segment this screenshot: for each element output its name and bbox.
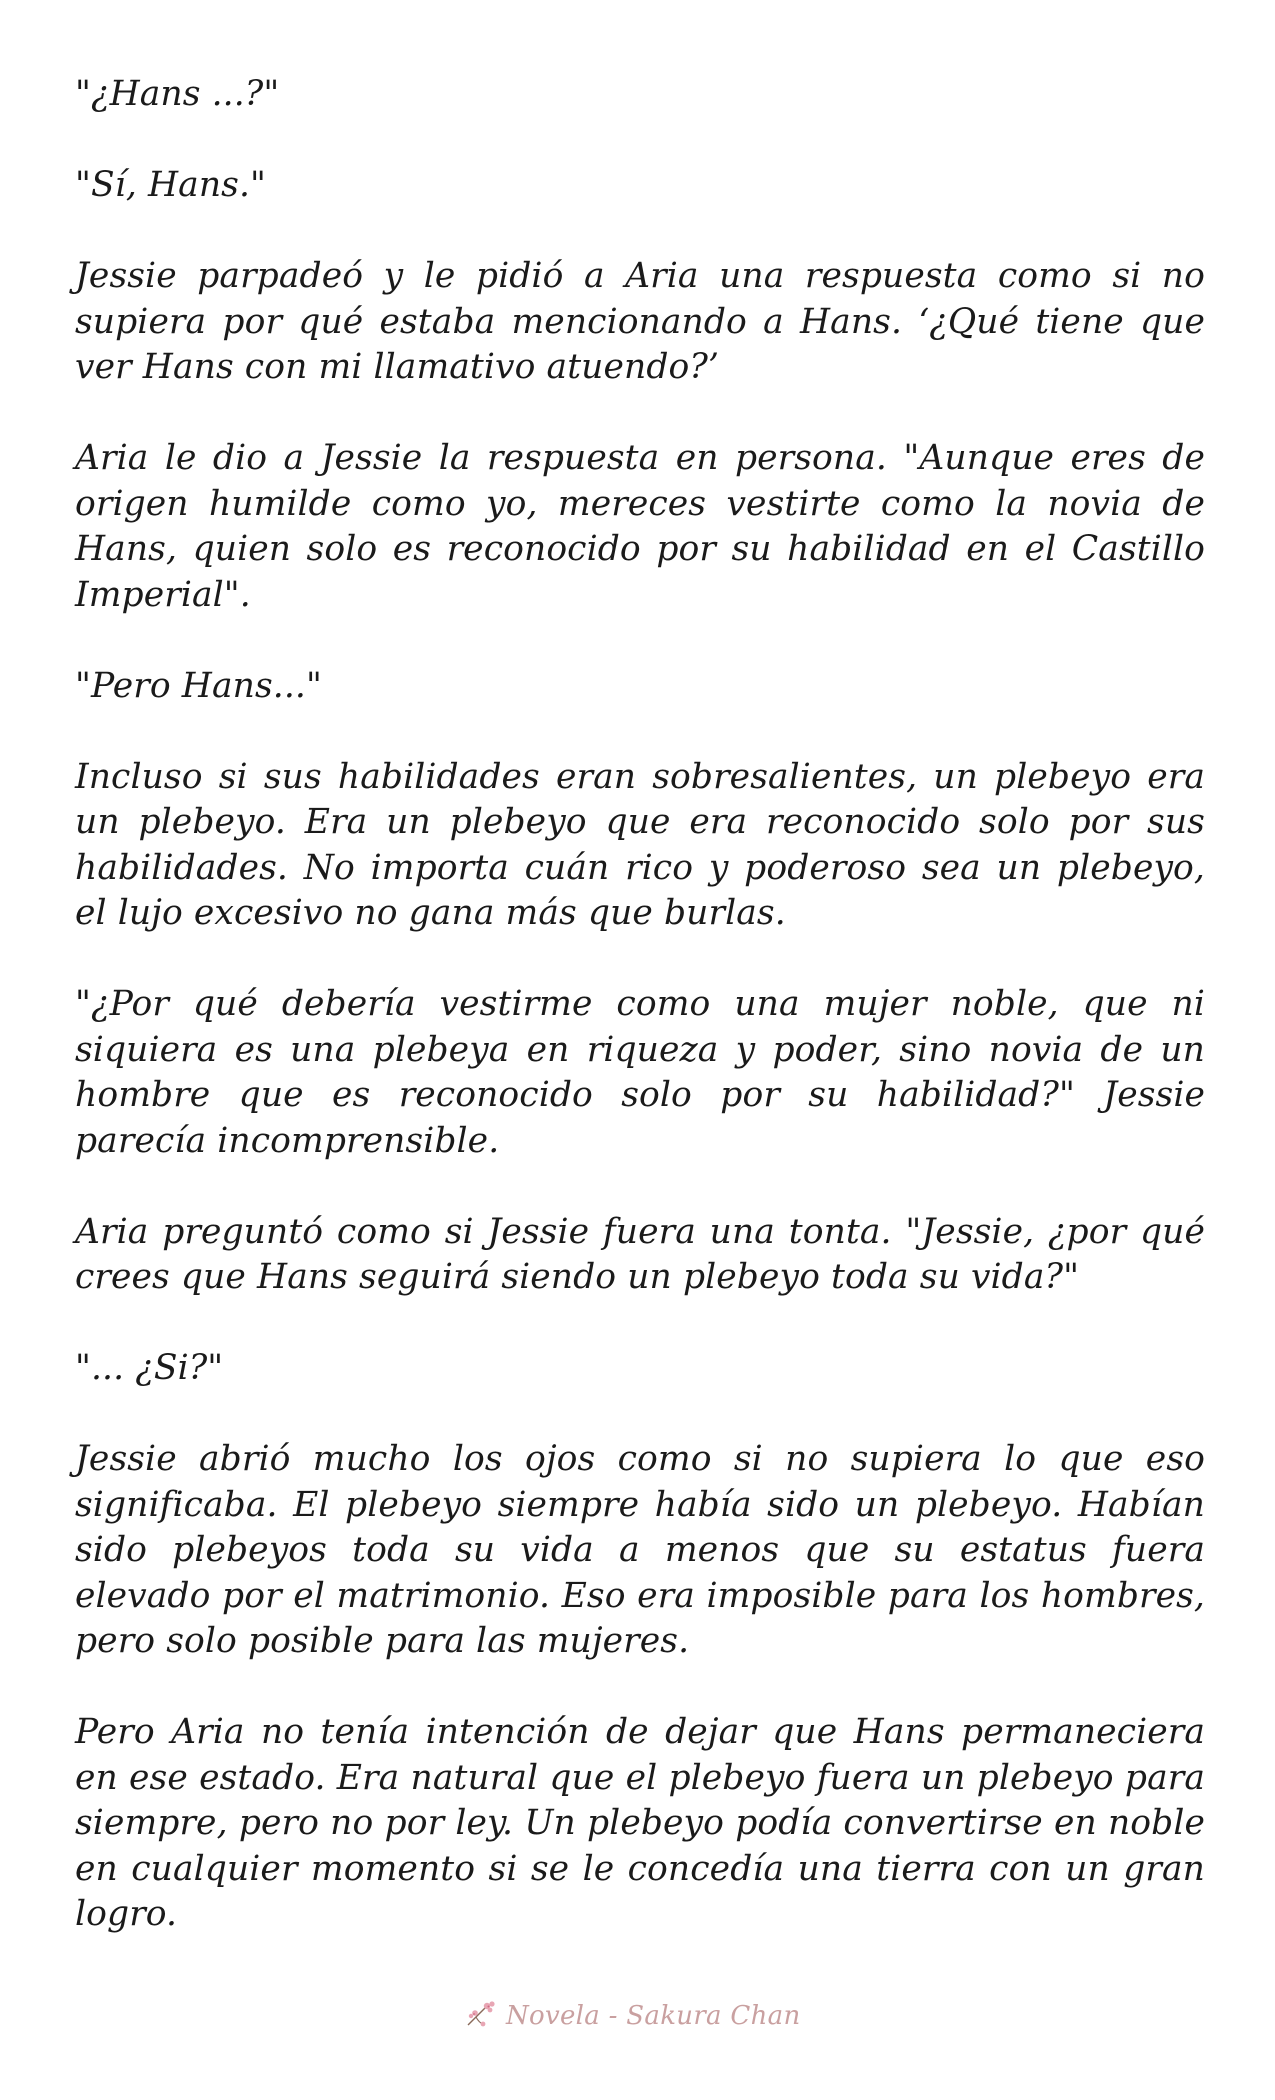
watermark	[462, 1996, 842, 2036]
paragraph-7: "¿Por qué debería vestirme como una mujer noble, que ni siquiera es una plebeya en riqueza y poder, sino novia de un hombre que es reconocido solo por su habilidad?" Jessie parecía incomprensible.	[75, 984, 1205, 1161]
paragraph-11: Pero Aria no tenía intención de dejar que Hans permaneciera en ese estado. Era natural que el plebeyo fuera un plebeyo para siempre, pero no por ley. Un plebeyo podía convertirse en noble en cualquier momento si se le concedía una tierra con un gran logro.	[75, 1712, 1205, 1934]
text-column	[75, 72, 1205, 1983]
paragraph-4: Aria le dio a Jessie la respuesta en persona. "Aunque eres de origen humilde como yo, mereces vestirte como la novia de Hans, quien solo es reconocido por su habilidad en el Castillo Imperial".	[75, 438, 1205, 615]
paragraph-3: Jessie parpadeó y le pidió a Aria una respuesta como si no supiera por qué estaba mencionando a Hans. ‘¿Qué tiene que ver Hans con mi llamativo atuendo?’	[75, 256, 1205, 387]
paragraph-9: "... ¿Si?"	[75, 1348, 224, 1388]
paragraph-10: Jessie abrió mucho los ojos como si no supiera lo que eso significaba. El plebeyo siempre había sido un plebeyo. Habían sido plebeyos toda su vida a menos que su estatus fuera elevado por el matrimonio. Eso era imposible para los hombres, pero solo posible para las mujeres.	[75, 1439, 1205, 1661]
paragraph-6: Incluso si sus habilidades eran sobresalientes, un plebeyo era un plebeyo. Era un plebeyo que era reconocido solo por sus habilidades. No importa cuán rico y poderoso sea un plebeyo, el lujo excesivo no gana más que burlas.	[75, 756, 1205, 933]
paragraph-8: Aria preguntó como si Jessie fuera una tonta. "Jessie, ¿por qué crees que Hans seguirá siendo un plebeyo toda su vida?"	[75, 1211, 1205, 1297]
sakura-blossom-icon	[462, 1999, 502, 2033]
paragraph-1: "¿Hans ...?"	[75, 74, 280, 114]
watermark-text: Novela - Sakura Chan	[506, 2001, 801, 2031]
paragraph-2: "Sí, Hans."	[75, 165, 266, 205]
paragraph-5: "Pero Hans..."	[75, 665, 322, 706]
